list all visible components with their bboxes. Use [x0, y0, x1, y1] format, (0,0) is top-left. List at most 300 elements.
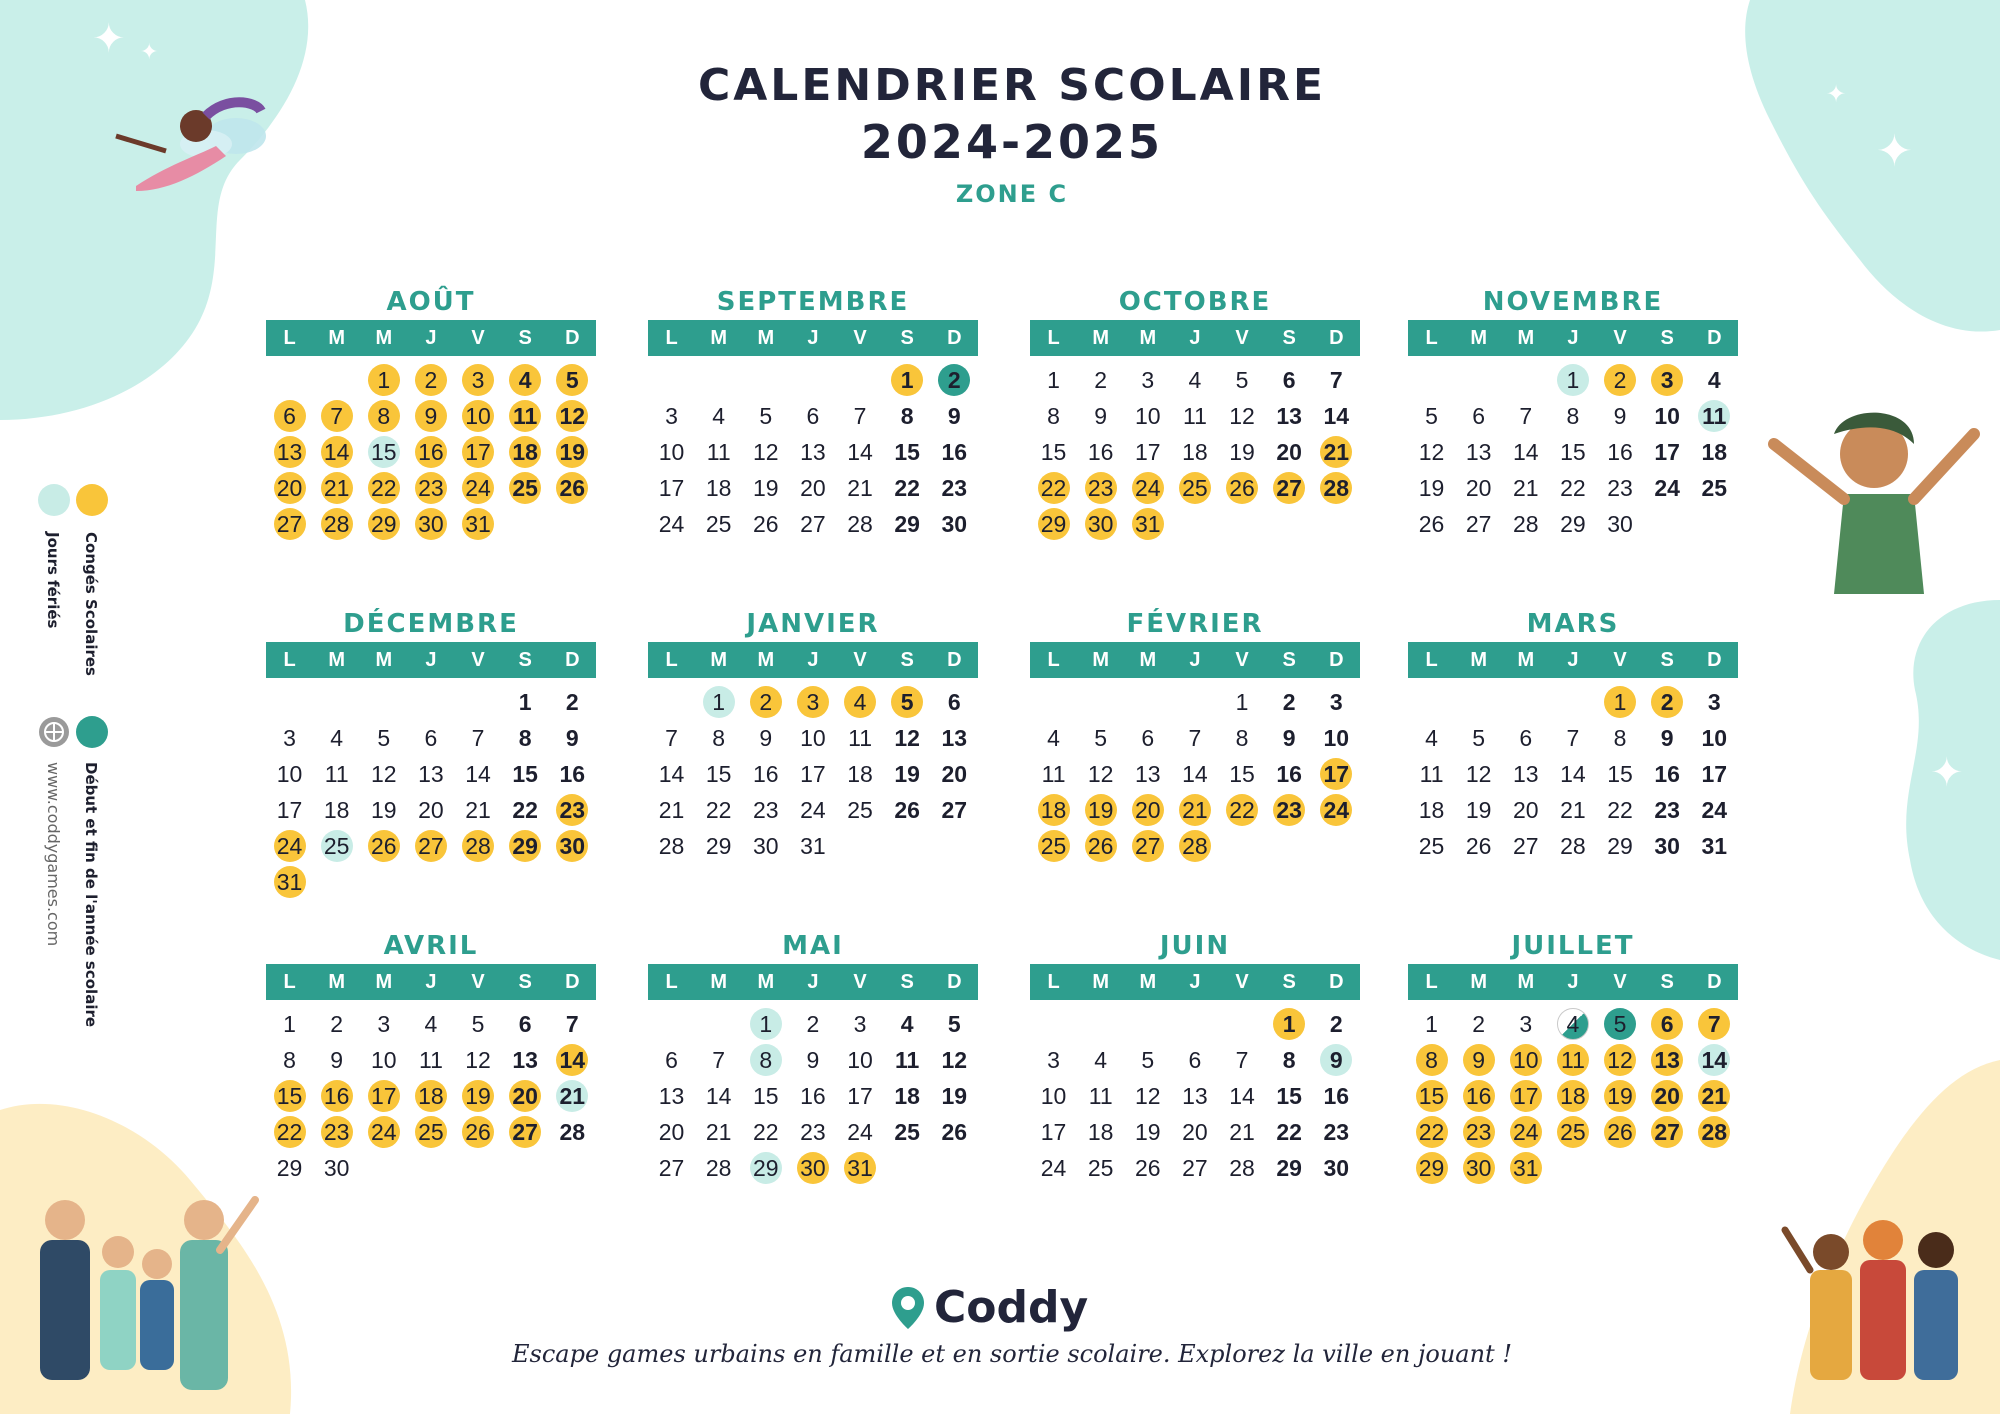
- weekday-header: [1408, 964, 1738, 1000]
- map-pin-icon: [890, 1285, 926, 1331]
- day-cell: [1691, 1042, 1738, 1078]
- day-number: 20: [1651, 1080, 1683, 1112]
- top-right-blob: [1740, 0, 2000, 340]
- day-number: 16: [1607, 438, 1633, 465]
- month-9: [266, 928, 596, 1186]
- day-number: 24: [847, 1118, 873, 1145]
- day-cell: [549, 1114, 596, 1150]
- day-number: 10: [1701, 724, 1728, 751]
- day-cell: [742, 1114, 789, 1150]
- day-number: 2: [1604, 364, 1636, 396]
- day-number: 27: [509, 1116, 541, 1148]
- day-cell: [407, 792, 454, 828]
- day-cell: [1171, 434, 1218, 470]
- day-number: 24: [1040, 1154, 1067, 1181]
- empty-cell: [1502, 362, 1549, 398]
- day-number: 2: [1094, 366, 1108, 393]
- day-number: 10: [462, 400, 494, 432]
- day-cell: [931, 506, 978, 542]
- day-cell: [266, 1042, 313, 1078]
- weekday-label: M: [1139, 327, 1157, 349]
- day-number: 19: [1465, 796, 1492, 823]
- empty-cell: [1171, 1006, 1218, 1042]
- day-cell: [1549, 362, 1596, 398]
- weekday-label: S: [1660, 971, 1674, 993]
- day-cell: [1408, 1078, 1455, 1114]
- day-cell: [884, 1114, 931, 1150]
- day-cell: [931, 792, 978, 828]
- day-number: 8: [1235, 724, 1249, 751]
- day-number: 28: [1320, 472, 1352, 504]
- empty-cell: [1219, 1006, 1266, 1042]
- day-cell: [1219, 756, 1266, 792]
- day-number: 7: [712, 1046, 726, 1073]
- day-number: 6: [1651, 1008, 1683, 1040]
- day-number: 1: [1047, 366, 1060, 393]
- day-number: 22: [1038, 472, 1070, 504]
- weekday-label: S: [1282, 327, 1296, 349]
- day-number: 11: [895, 1046, 920, 1073]
- weekday-label: D: [565, 971, 580, 993]
- day-number: 26: [1465, 832, 1492, 859]
- day-cell: [1644, 684, 1691, 720]
- day-cell: [1597, 506, 1644, 542]
- weekday-label: M: [375, 327, 393, 349]
- days-grid: [266, 362, 596, 542]
- day-cell: [884, 792, 931, 828]
- weekday-label: J: [425, 971, 437, 993]
- day-cell: [837, 720, 884, 756]
- day-number: 11: [1088, 1082, 1113, 1109]
- day-number: 27: [800, 510, 826, 537]
- day-cell: [1502, 792, 1549, 828]
- day-cell: [695, 756, 742, 792]
- day-cell: [789, 470, 836, 506]
- day-cell: [1171, 398, 1218, 434]
- day-cell: [1171, 792, 1218, 828]
- day-cell: [789, 756, 836, 792]
- day-number: 18: [1038, 794, 1070, 826]
- day-number: 24: [462, 472, 494, 504]
- day-number: 10: [847, 1046, 873, 1073]
- day-cell: [1502, 1150, 1549, 1186]
- day-cell: [648, 828, 695, 864]
- day-number: 16: [559, 760, 586, 787]
- day-cell: [1030, 1042, 1077, 1078]
- day-cell: [1124, 1150, 1171, 1186]
- day-number: 22: [512, 796, 538, 823]
- day-cell: [837, 1042, 884, 1078]
- day-cell: [1691, 398, 1738, 434]
- day-cell: [1030, 398, 1077, 434]
- day-cell: [1219, 434, 1266, 470]
- day-number: 2: [1329, 1010, 1343, 1037]
- day-cell: [1408, 398, 1455, 434]
- day-number: 20: [1132, 794, 1164, 826]
- day-number: 8: [368, 400, 400, 432]
- day-cell: [742, 792, 789, 828]
- day-cell: [1597, 756, 1644, 792]
- day-cell: [1408, 470, 1455, 506]
- weekday-label: D: [1329, 327, 1344, 349]
- day-cell: [1313, 1042, 1360, 1078]
- day-number: 17: [1135, 438, 1161, 465]
- day-number: 15: [512, 760, 538, 787]
- days-grid: [1408, 1006, 1738, 1186]
- day-number: 2: [1651, 686, 1683, 718]
- day-number: 13: [1135, 760, 1161, 787]
- weekday-header: [266, 964, 596, 1000]
- weekday-label: M: [1139, 971, 1157, 993]
- empty-cell: [742, 362, 789, 398]
- day-cell: [313, 506, 360, 542]
- day-cell: [837, 434, 884, 470]
- day-number: 12: [1229, 402, 1255, 429]
- day-number: 4: [1094, 1046, 1108, 1073]
- day-cell: [789, 1006, 836, 1042]
- day-number: 7: [565, 1010, 579, 1037]
- day-number: 29: [1276, 1154, 1302, 1181]
- day-cell: [407, 506, 454, 542]
- day-number: 22: [1607, 796, 1633, 823]
- day-number: 21: [1179, 794, 1211, 826]
- day-number: 1: [368, 364, 400, 396]
- day-number: 6: [665, 1046, 678, 1073]
- day-cell: [884, 1042, 931, 1078]
- day-number: 28: [462, 830, 494, 862]
- weekday-label: D: [1707, 971, 1722, 993]
- brand-name: Coddy: [934, 1282, 1089, 1333]
- day-number: 7: [1329, 366, 1343, 393]
- month-name: SEPTEMBRE: [716, 287, 910, 317]
- day-cell: [1077, 506, 1124, 542]
- day-number: 15: [1229, 760, 1255, 787]
- day-cell: [742, 506, 789, 542]
- day-number: 14: [1560, 760, 1586, 787]
- day-cell: [407, 1006, 454, 1042]
- website-link[interactable]: www.coddygames.com: [44, 762, 63, 947]
- day-cell: [266, 1114, 313, 1150]
- day-number: 21: [658, 796, 685, 823]
- globe-icon: [38, 716, 70, 748]
- day-number: 9: [565, 724, 579, 751]
- day-cell: [1455, 434, 1502, 470]
- day-number: 17: [368, 1080, 400, 1112]
- day-cell: [1597, 398, 1644, 434]
- day-number: 15: [1040, 438, 1067, 465]
- weekday-label: L: [1047, 649, 1060, 671]
- day-number: 20: [274, 472, 306, 504]
- day-number: 13: [1513, 760, 1539, 787]
- day-cell: [1266, 1042, 1313, 1078]
- day-cell: [1644, 1006, 1691, 1042]
- day-cell: [1313, 684, 1360, 720]
- day-cell: [455, 1078, 502, 1114]
- day-number: 3: [1047, 1046, 1060, 1073]
- day-number: 2: [938, 364, 970, 396]
- day-cell: [884, 470, 931, 506]
- day-number: 9: [330, 1046, 344, 1073]
- day-cell: [1077, 398, 1124, 434]
- day-cell: [1549, 1078, 1596, 1114]
- day-number: 24: [1701, 796, 1728, 823]
- day-cell: [1408, 720, 1455, 756]
- weekday-label: D: [565, 327, 580, 349]
- day-number: 20: [800, 474, 826, 501]
- day-cell: [1549, 756, 1596, 792]
- day-number: 6: [424, 724, 438, 751]
- day-cell: [455, 756, 502, 792]
- day-cell: [313, 1114, 360, 1150]
- day-cell: [1408, 792, 1455, 828]
- day-number: 18: [1182, 438, 1208, 465]
- month-name: AOÛT: [386, 287, 476, 317]
- day-number: 25: [1038, 830, 1070, 862]
- day-number: 5: [891, 686, 923, 718]
- day-number: 14: [1229, 1082, 1255, 1109]
- weekday-label: M: [1517, 971, 1535, 993]
- day-cell: [1549, 792, 1596, 828]
- day-cell: [313, 1150, 360, 1186]
- day-number: 12: [941, 1046, 968, 1073]
- day-cell: [837, 470, 884, 506]
- day-cell: [1266, 1006, 1313, 1042]
- day-cell: [648, 434, 695, 470]
- weekday-label: V: [471, 971, 485, 993]
- day-cell: [1077, 1114, 1124, 1150]
- day-number: 8: [1566, 402, 1580, 429]
- day-cell: [1644, 1042, 1691, 1078]
- day-cell: [549, 470, 596, 506]
- day-number: 26: [368, 830, 400, 862]
- day-number: 28: [1560, 832, 1586, 859]
- day-number: 11: [1041, 760, 1066, 787]
- day-number: 19: [556, 436, 588, 468]
- day-cell: [1502, 398, 1549, 434]
- day-number: 19: [1418, 474, 1445, 501]
- weekday-header: [1408, 320, 1738, 356]
- weekday-label: M: [757, 649, 775, 671]
- day-cell: [1171, 362, 1218, 398]
- weekday-label: M: [1517, 327, 1535, 349]
- day-cell: [549, 720, 596, 756]
- day-number: 30: [1607, 510, 1633, 537]
- weekday-label: V: [1613, 649, 1627, 671]
- day-number: 22: [274, 1116, 306, 1148]
- day-number: 17: [847, 1082, 873, 1109]
- day-number: 23: [753, 796, 779, 823]
- legend-feries-label: Jours fériés: [44, 532, 62, 629]
- day-number: 7: [665, 724, 678, 751]
- day-cell: [313, 792, 360, 828]
- weekday-label: M: [1470, 327, 1488, 349]
- sparkle-icon: ✦: [1876, 126, 1913, 177]
- day-number: 23: [415, 472, 447, 504]
- weekday-label: M: [1470, 649, 1488, 671]
- weekday-label: S: [1660, 327, 1674, 349]
- days-grid: [1030, 362, 1360, 542]
- day-cell: [789, 506, 836, 542]
- weekday-label: S: [518, 649, 532, 671]
- day-cell: [789, 1078, 836, 1114]
- day-number: 4: [509, 364, 541, 396]
- day-cell: [502, 1042, 549, 1078]
- day-cell: [1030, 362, 1077, 398]
- day-number: 9: [1320, 1044, 1352, 1076]
- day-number: 7: [1566, 724, 1580, 751]
- day-number: 26: [462, 1116, 494, 1148]
- day-number: 28: [1179, 830, 1211, 862]
- day-cell: [1597, 470, 1644, 506]
- day-number: 1: [1273, 1008, 1305, 1040]
- day-cell: [455, 506, 502, 542]
- day-number: 14: [1182, 760, 1208, 787]
- month-name: MARS: [1526, 609, 1620, 639]
- day-number: 30: [556, 830, 588, 862]
- empty-cell: [1077, 1006, 1124, 1042]
- weekday-label: S: [518, 327, 532, 349]
- days-grid: [1408, 684, 1738, 864]
- month-7: [1030, 606, 1360, 864]
- sparkle-icon: ✦: [92, 16, 126, 62]
- empty-cell: [1455, 362, 1502, 398]
- day-cell: [360, 756, 407, 792]
- day-cell: [1549, 1114, 1596, 1150]
- day-cell: [360, 1078, 407, 1114]
- day-cell: [407, 470, 454, 506]
- days-grid: [648, 362, 978, 542]
- legend-debut-fin-dot: [76, 716, 108, 748]
- day-cell: [648, 720, 695, 756]
- days-grid: [1030, 684, 1360, 864]
- day-cell: [502, 470, 549, 506]
- day-cell: [1597, 684, 1644, 720]
- day-number: 16: [1276, 760, 1302, 787]
- day-cell: [1691, 434, 1738, 470]
- sparkle-icon: ✦: [140, 40, 159, 65]
- weekday-label: L: [283, 327, 296, 349]
- day-number: 30: [753, 832, 779, 859]
- day-number: 22: [894, 474, 920, 501]
- day-cell: [742, 1006, 789, 1042]
- day-cell: [1549, 828, 1596, 864]
- day-number: 29: [705, 832, 732, 859]
- day-number: 27: [415, 830, 447, 862]
- kids-illustration: [1780, 1190, 2000, 1414]
- day-number: 11: [509, 400, 541, 432]
- day-cell: [742, 756, 789, 792]
- day-number: 21: [1560, 796, 1586, 823]
- day-cell: [1691, 1006, 1738, 1042]
- weekday-label: V: [471, 649, 485, 671]
- day-number: 3: [853, 1010, 867, 1037]
- day-cell: [1030, 792, 1077, 828]
- day-cell: [648, 398, 695, 434]
- day-cell: [1313, 470, 1360, 506]
- day-number: 8: [518, 724, 532, 751]
- day-number: 14: [1513, 438, 1539, 465]
- day-cell: [1171, 470, 1218, 506]
- day-cell: [549, 434, 596, 470]
- day-number: 11: [1182, 402, 1207, 429]
- day-number: 28: [1513, 510, 1539, 537]
- peter-pan-illustration: [1764, 404, 2000, 604]
- day-cell: [1313, 362, 1360, 398]
- day-number: 19: [371, 796, 397, 823]
- day-cell: [266, 1150, 313, 1186]
- weekday-label: J: [1189, 971, 1201, 993]
- empty-cell: [695, 362, 742, 398]
- day-cell: [1408, 506, 1455, 542]
- day-number: 28: [559, 1118, 586, 1145]
- day-number: 22: [1560, 474, 1586, 501]
- day-cell: [266, 470, 313, 506]
- day-number: 19: [1229, 438, 1255, 465]
- day-number: 26: [894, 796, 920, 823]
- day-cell: [1549, 434, 1596, 470]
- weekday-label: M: [328, 971, 346, 993]
- day-number: 21: [465, 796, 491, 823]
- day-cell: [1171, 1078, 1218, 1114]
- day-cell: [1549, 1006, 1596, 1042]
- day-number: 12: [556, 400, 588, 432]
- day-cell: [407, 828, 454, 864]
- day-cell: [1597, 1042, 1644, 1078]
- day-cell: [695, 1150, 742, 1186]
- day-number: 28: [1698, 1116, 1730, 1148]
- day-number: 24: [274, 830, 306, 862]
- weekday-label: V: [471, 327, 485, 349]
- day-cell: [1644, 1078, 1691, 1114]
- day-number: 6: [1472, 402, 1486, 429]
- day-cell: [1077, 1078, 1124, 1114]
- day-cell: [1219, 1078, 1266, 1114]
- day-number: 2: [1472, 1010, 1486, 1037]
- day-number: 29: [1038, 508, 1070, 540]
- empty-cell: [789, 362, 836, 398]
- days-grid: [266, 684, 596, 900]
- day-number: 31: [844, 1152, 876, 1184]
- day-number: 28: [1229, 1154, 1255, 1181]
- day-number: 5: [759, 402, 773, 429]
- weekday-label: S: [1282, 649, 1296, 671]
- empty-cell: [266, 684, 313, 720]
- day-number: 24: [658, 510, 685, 537]
- day-number: 7: [1188, 724, 1202, 751]
- day-cell: [837, 792, 884, 828]
- day-cell: [1549, 470, 1596, 506]
- day-cell: [1549, 720, 1596, 756]
- day-cell: [648, 756, 695, 792]
- day-number: 20: [509, 1080, 541, 1112]
- day-number: 3: [1141, 366, 1155, 393]
- weekday-label: V: [853, 971, 867, 993]
- day-number: 10: [1510, 1044, 1542, 1076]
- day-cell: [789, 792, 836, 828]
- weekday-label: J: [1189, 649, 1201, 671]
- day-cell: [1077, 1150, 1124, 1186]
- empty-cell: [455, 684, 502, 720]
- weekday-label: M: [1517, 649, 1535, 671]
- weekday-label: S: [900, 649, 914, 671]
- day-cell: [1644, 792, 1691, 828]
- day-cell: [313, 828, 360, 864]
- day-cell: [837, 1006, 884, 1042]
- weekday-label: J: [1189, 327, 1201, 349]
- day-number: 5: [1094, 724, 1108, 751]
- day-number: 15: [753, 1082, 779, 1109]
- day-cell: [502, 828, 549, 864]
